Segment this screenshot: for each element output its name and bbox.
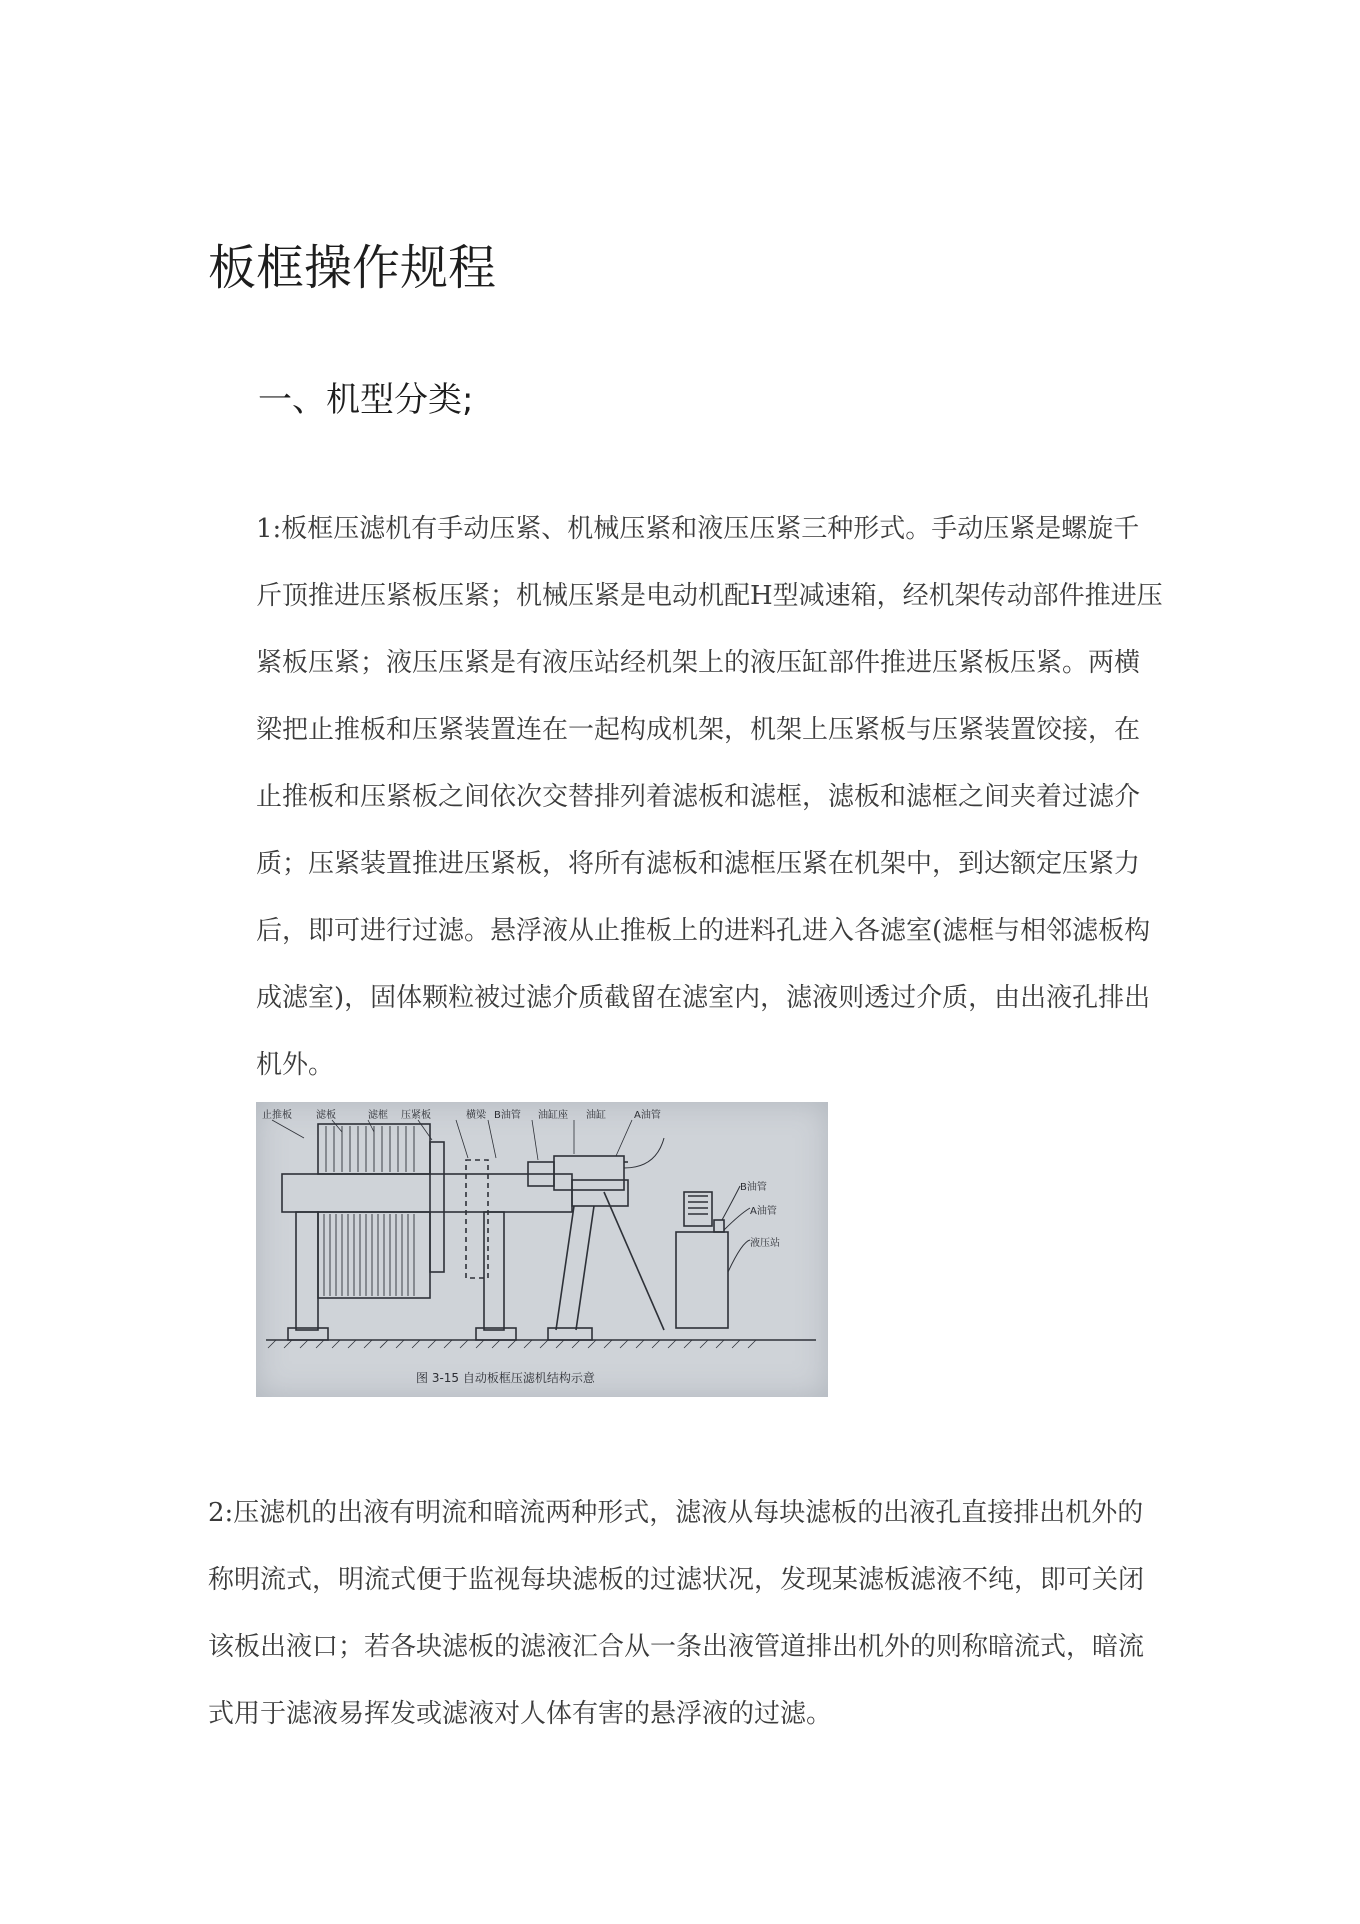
filter-press-diagram [256, 1102, 828, 1397]
label-stop-plate: 止推板 [262, 1110, 292, 1121]
label-cylinder: 油缸 [586, 1110, 606, 1121]
label-b-pipe-right: B油管 [740, 1182, 767, 1193]
label-filter-plate: 滤板 [316, 1110, 336, 1121]
label-b-pipe: B油管 [494, 1110, 521, 1121]
document-title: 板框操作规程 [208, 240, 497, 296]
section-heading: 一、机型分类; [258, 380, 474, 420]
label-a-pipe-right: A油管 [750, 1206, 777, 1217]
label-filter-frame: 滤框 [368, 1110, 388, 1121]
label-crossbeam: 横梁 [466, 1110, 486, 1121]
filter-press-drawing [256, 1102, 828, 1397]
label-a-pipe: A油管 [634, 1110, 661, 1121]
label-hydraulic-station: 液压站 [750, 1238, 780, 1249]
paragraph-machine-types: 1:板框压滤机有手动压紧、机械压紧和液压压紧三种形式。手动压紧是螺旋千斤顶推进压紧板压紧；机械压紧是电动机配H型减速箱，经机架传动部件推进压紧板压紧；液压压紧是有液压站经机架上的液压缸部件推进压紧板压紧。两横梁把止推板和压紧装置连在一起构成机架，机架上压紧板与压紧装置饺接，在止推板和压紧板之间依次交替排列着滤板和滤框，滤板和滤框之间夹着过滤介质；压紧装置推进压紧板，将所有滤板和滤框压紧在机架中，到达额定压紧力后，即可进行过滤。悬浮液从止推板上的进料孔进入各滤室(滤框与相邻滤板构成滤室)，固体颗粒被过滤介质截留在滤室内，滤液则透过介质，由出液孔排出机外。 [256, 514, 1163, 1080]
label-cylinder-seat: 油缸座 [538, 1110, 568, 1121]
label-press-plate: 压紧板 [401, 1110, 431, 1121]
paragraph-outflow-types: 2:压滤机的出液有明流和暗流两种形式，滤液从每块滤板的出液孔直接排出机外的称明流式，明流式便于监视每块滤板的过滤状况，发现某滤板滤液不纯，即可关闭该板出液口；若各块滤板的滤液汇合从一条出液管道排出机外的则称暗流式，暗流式用于滤液易挥发或滤液对人体有害的悬浮液的过滤。 [208, 1498, 1145, 1729]
figure-caption: 图 3-15 自动板框压滤机结构示意 [416, 1371, 595, 1385]
